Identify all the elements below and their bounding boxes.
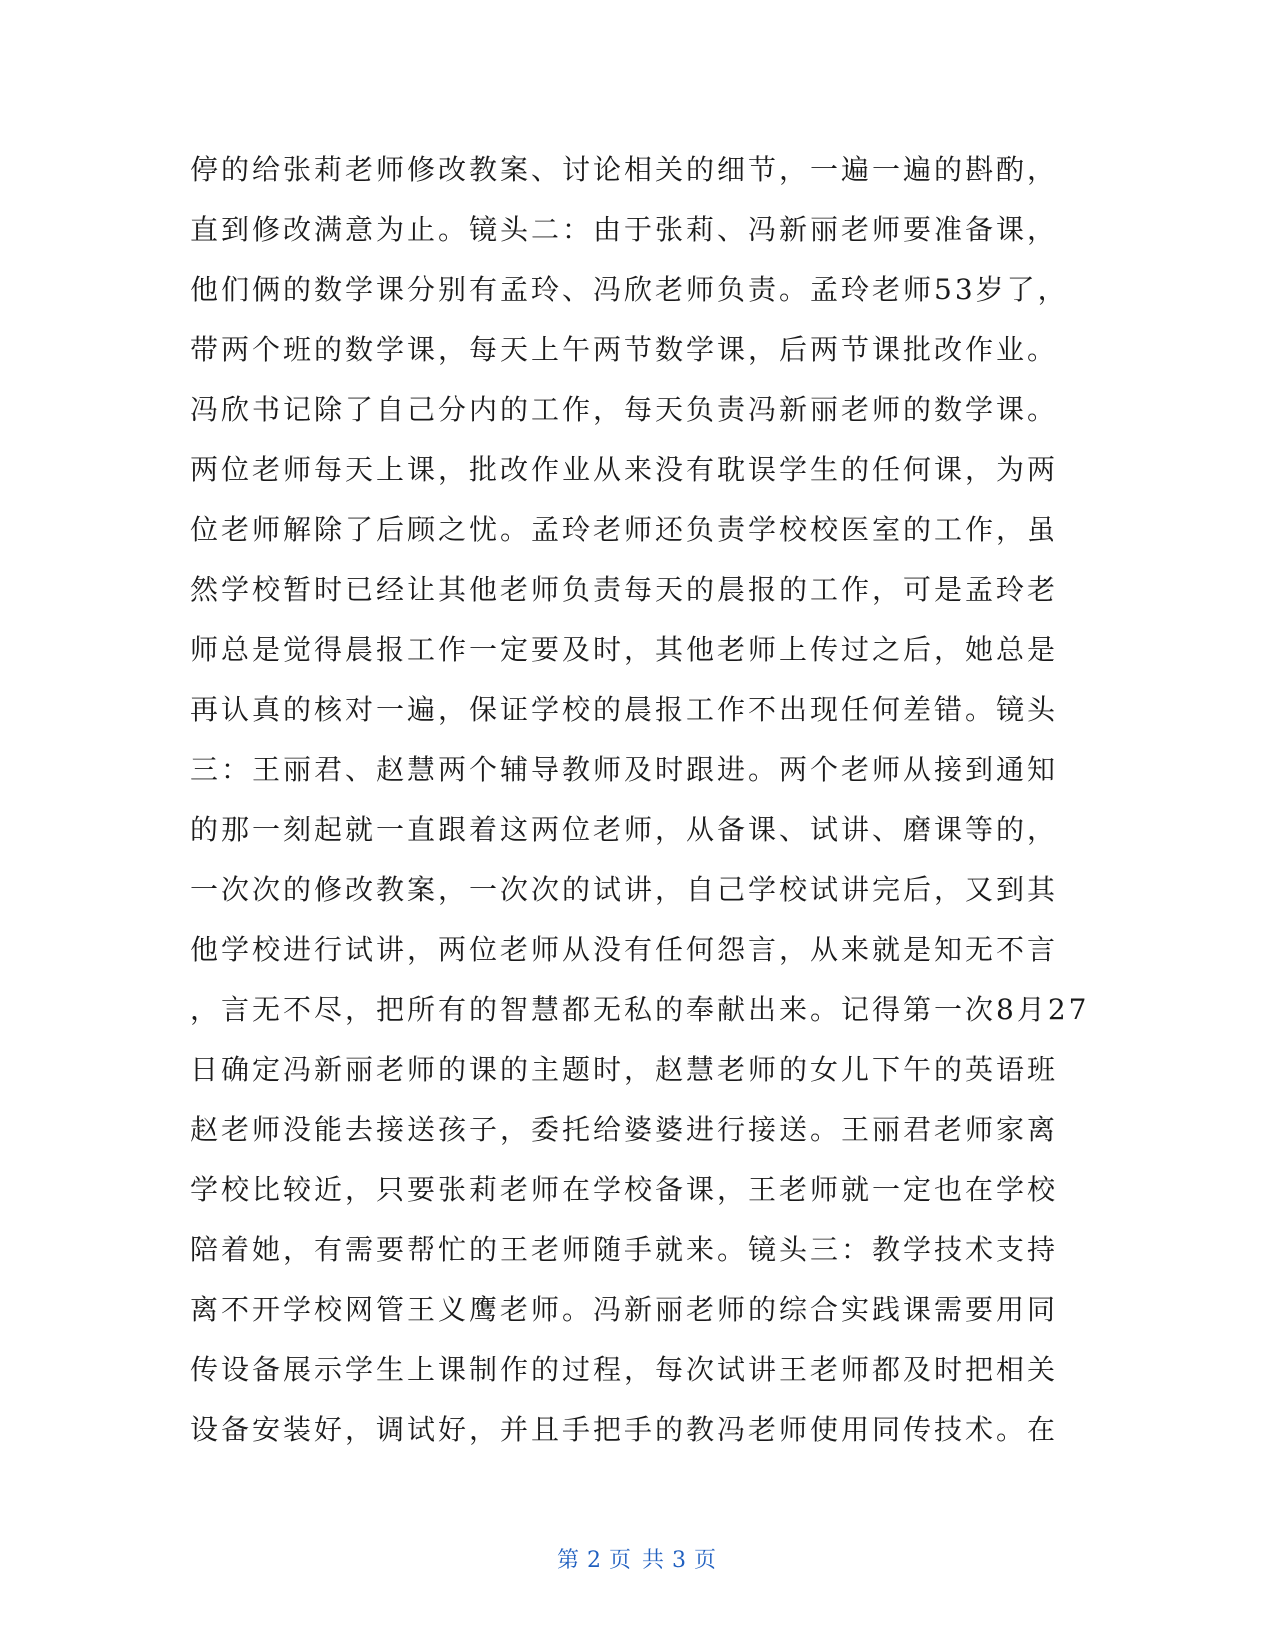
text-line: 学校比较近，只要张莉老师在学校备课，王老师就一定也在学校: [190, 1173, 1059, 1206]
footer-middle: 页 共: [609, 1548, 666, 1573]
text-line: 再认真的核对一遍，保证学校的晨报工作不出现任何差错。镜头: [190, 693, 1059, 726]
text-line: 带两个班的数学课，每天上午两节数学课，后两节课批改作业。: [190, 333, 1059, 366]
text-line: 他学校进行试讲，两位老师从没有任何怨言，从来就是知无不言: [190, 933, 1059, 966]
text-line: 两位老师每天上课，批改作业从来没有耽误学生的任何课，为两: [190, 453, 1059, 486]
text-line: 日确定冯新丽老师的课的主题时，赵慧老师的女儿下午的英语班: [190, 1053, 1059, 1086]
text-line: 然学校暂时已经让其他老师负责每天的晨报的工作，可是孟玲老: [190, 573, 1059, 606]
page-footer: [0, 1543, 1275, 1574]
current-page-number: 2: [587, 1548, 603, 1573]
text-line: 直到修改满意为止。镜头二：由于张莉、冯新丽老师要准备课，: [190, 213, 1059, 246]
text-line: ，言无不尽，把所有的智慧都无私的奉献出来。记得第一次8月27: [190, 993, 1090, 1026]
text-line: 陪着她，有需要帮忙的王老师随手就来。镜头三：教学技术支持: [190, 1233, 1059, 1266]
footer-suffix: 页: [694, 1548, 719, 1573]
text-line: 师总是觉得晨报工作一定要及时，其他老师上传过之后，她总是: [190, 633, 1059, 666]
text-line: 的那一刻起就一直跟着这两位老师，从备课、试讲、磨课等的，: [190, 813, 1059, 846]
text-line: 停的给张莉老师修改教案、讨论相关的细节，一遍一遍的斟酌，: [190, 153, 1059, 186]
text-line: 赵老师没能去接送孩子，委托给婆婆进行接送。王丽君老师家离: [190, 1113, 1059, 1146]
footer-prefix: 第: [556, 1548, 581, 1573]
text-line: 他们俩的数学课分别有孟玲、冯欣老师负责。孟玲老师53岁了，: [190, 273, 1069, 306]
text-line: 设备安装好，调试好，并且手把手的教冯老师使用同传技术。在: [190, 1413, 1059, 1446]
text-line: 一次次的修改教案，一次次的试讲，自己学校试讲完后，又到其: [190, 873, 1059, 906]
text-line: 三：王丽君、赵慧两个辅导教师及时跟进。两个老师从接到通知: [190, 753, 1059, 786]
total-page-count: 3: [672, 1548, 688, 1573]
text-line: 位老师解除了后顾之忧。孟玲老师还负责学校校医室的工作，虽: [190, 513, 1059, 546]
text-line: 离不开学校网管王义鹰老师。冯新丽老师的综合实践课需要用同: [190, 1293, 1059, 1326]
text-line: 传设备展示学生上课制作的过程，每次试讲王老师都及时把相关: [190, 1353, 1059, 1386]
body-text: [190, 140, 1090, 1460]
text-line: 冯欣书记除了自己分内的工作，每天负责冯新丽老师的数学课。: [190, 393, 1059, 426]
